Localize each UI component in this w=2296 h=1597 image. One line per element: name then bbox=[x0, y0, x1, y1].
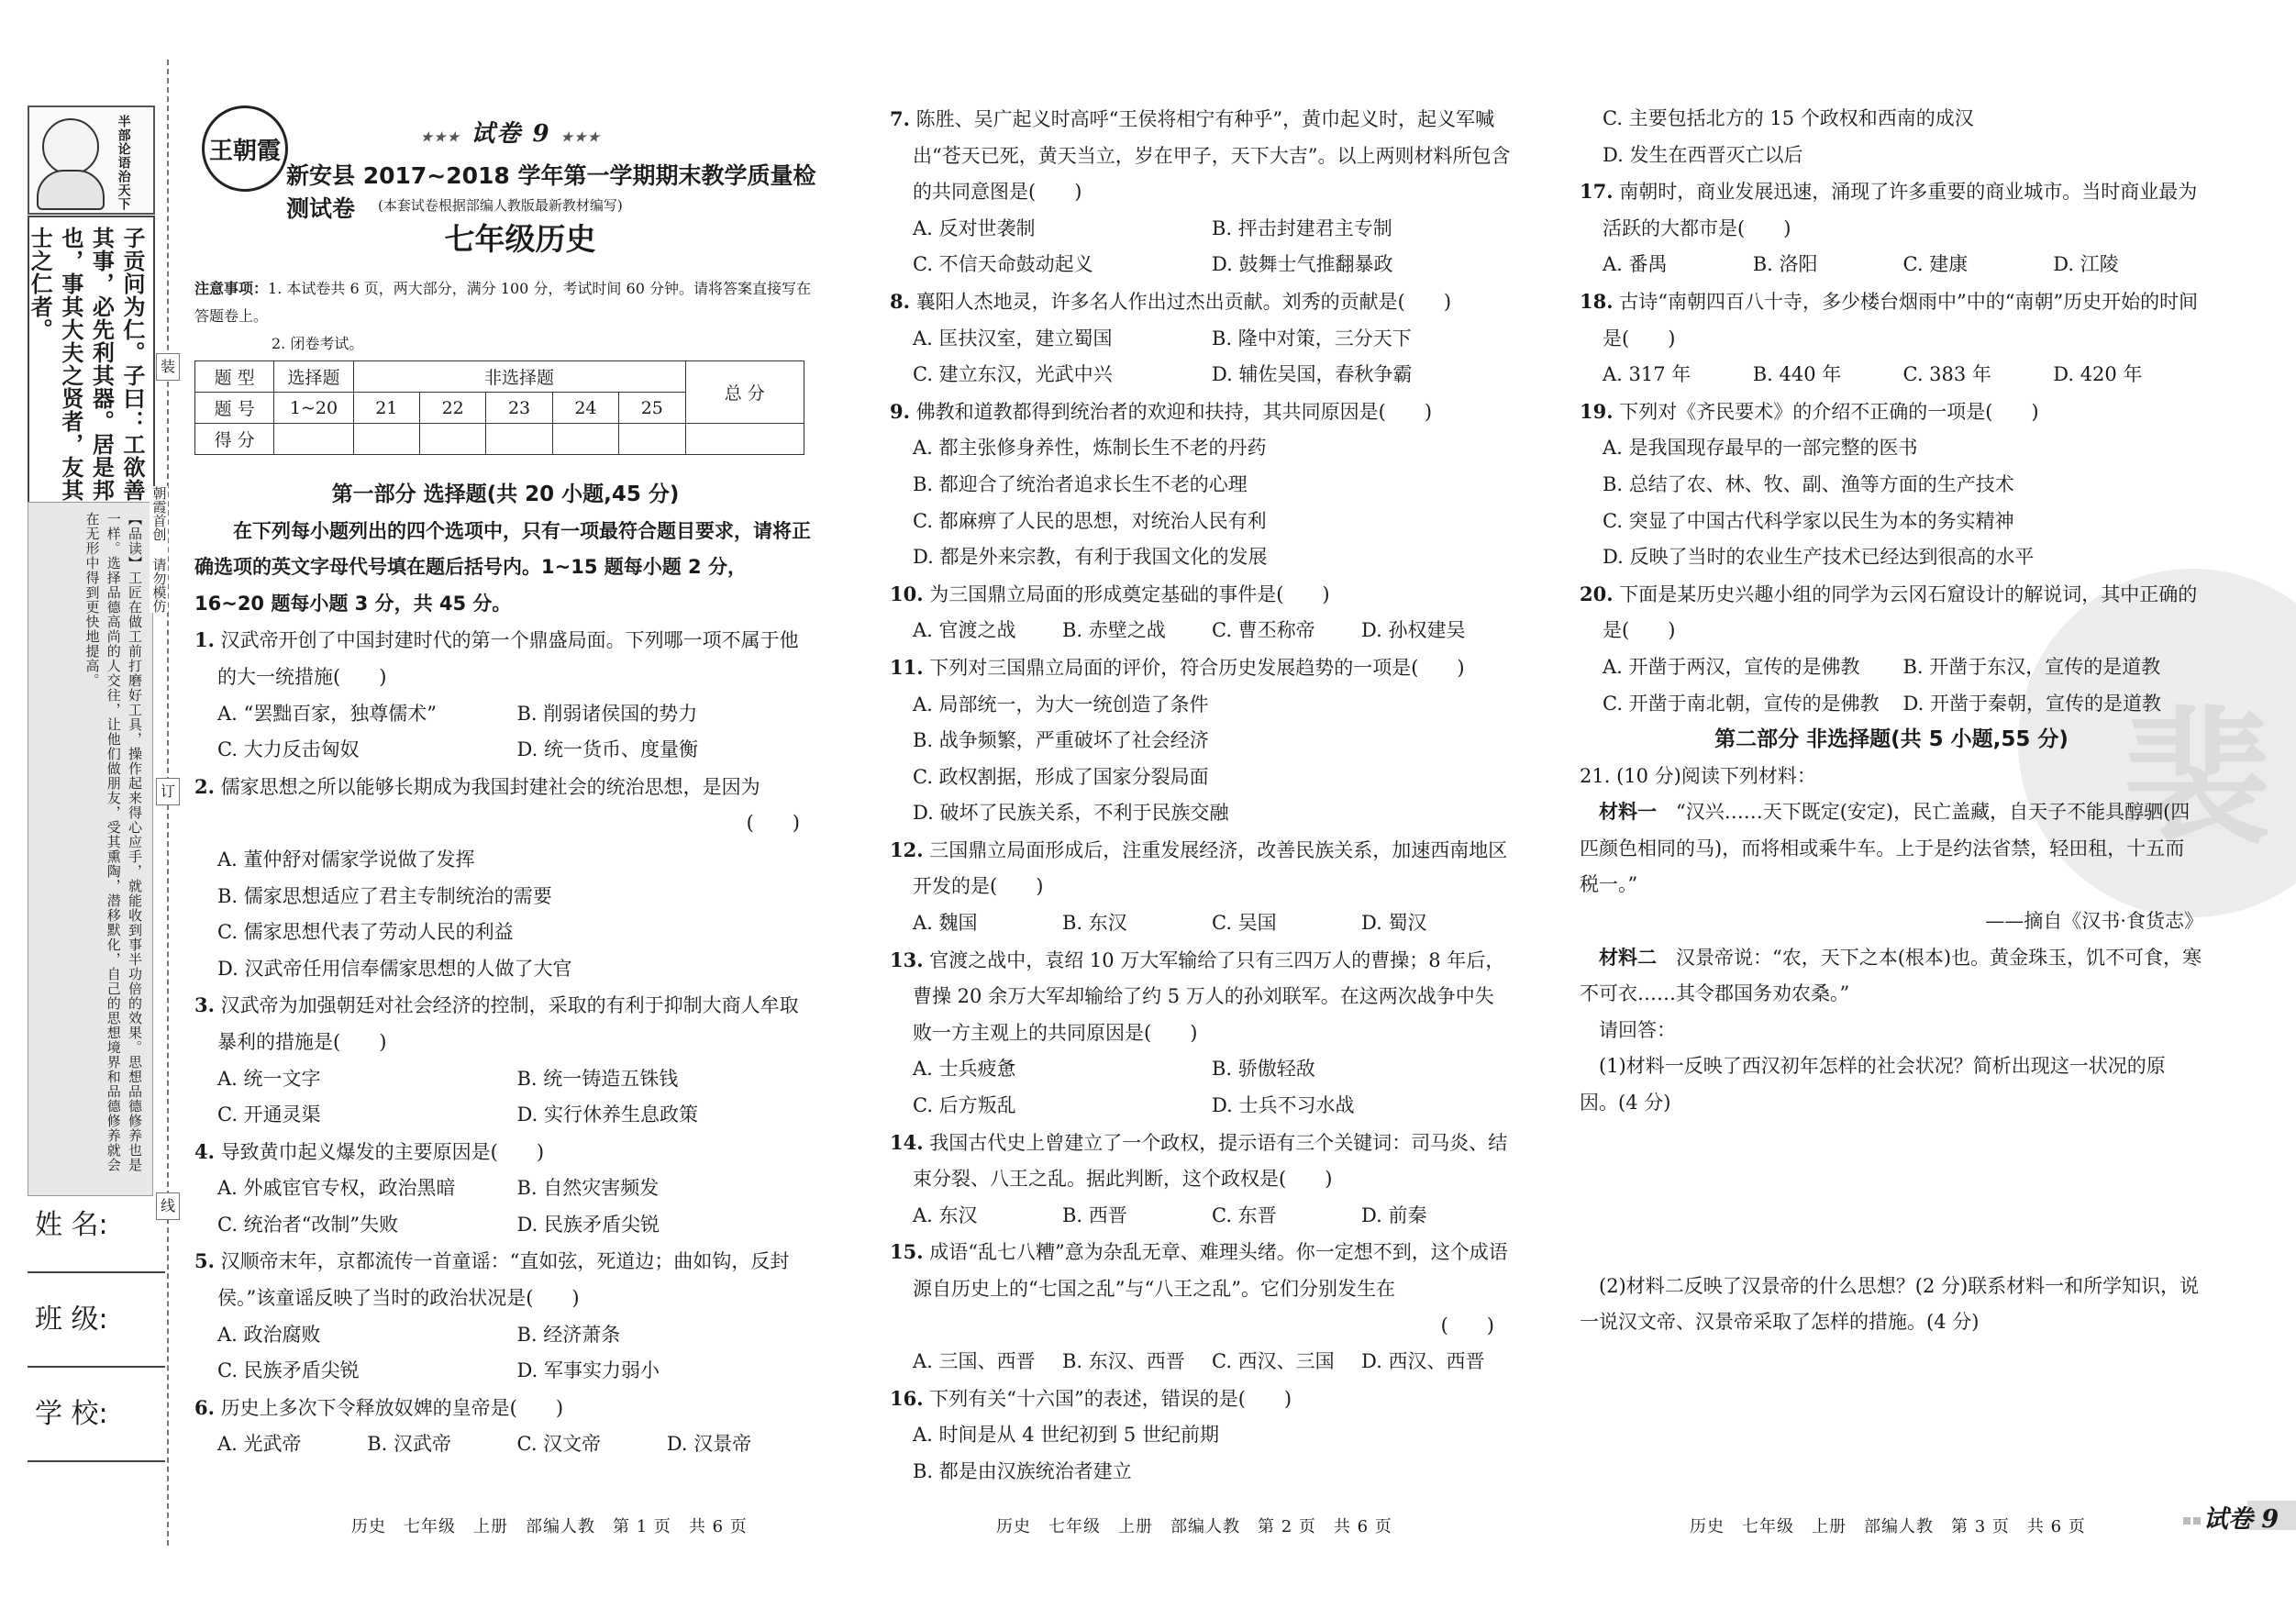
question-stem: 4. 导致黄巾起义爆发的主要原因是( ) bbox=[194, 1139, 545, 1163]
question-stem: 6. 历史上多次下令释放奴婢的皇帝是( ) bbox=[194, 1395, 564, 1419]
option-b[interactable]: B. 西晋 bbox=[1062, 1203, 1127, 1226]
question-21 bbox=[1580, 759, 2203, 1341]
answer-bracket[interactable]: ( ) bbox=[1440, 1314, 1494, 1336]
option-c[interactable]: C. 开通灵渠 bbox=[217, 1103, 321, 1126]
option-d[interactable]: D. 都是外来宗教，有利于我国文化的发展 bbox=[913, 546, 1268, 569]
star-left-icon: ★★★ bbox=[420, 130, 461, 145]
ask-prompt: 请回答： bbox=[1599, 1018, 1676, 1041]
option-a[interactable]: A. 是我国现存最早的一部完整的医书 bbox=[1603, 437, 1918, 460]
option-b[interactable]: B. 东汉 bbox=[1062, 912, 1127, 935]
option-b[interactable]: B. 经济萧条 bbox=[516, 1323, 621, 1346]
option-d[interactable]: D. 开凿于秦朝，宣传的是道教 bbox=[1902, 692, 2161, 715]
question-stem: 13. 官渡之战中，袁绍 10 万大军输给了只有三四万人的曹操；8 年后，曹操 20 余万大军却输给了约 5 万人的孙刘联军。在这两次战争中失败一方主观上的共同原因是( ) bbox=[890, 948, 1505, 1044]
class-field[interactable] bbox=[28, 1287, 161, 1381]
questions-7-16 bbox=[890, 101, 1511, 1491]
question-stem: 9. 佛教和道教都得到统治者的欢迎和扶持，其共同原因是( ) bbox=[890, 399, 1433, 423]
option-c[interactable]: C. 吴国 bbox=[1212, 912, 1277, 935]
option-c[interactable]: C. 儒家思想代表了劳动人民的利益 bbox=[217, 921, 514, 944]
option-a[interactable]: A. 三国、西晋 bbox=[913, 1350, 1036, 1373]
question-stem: 7. 陈胜、吴广起义时高呼“王侯将相宁有种乎”，黄巾起义时，起义军喊出“苍天已死，黄天当立，岁在甲子，天下大吉”。以上两则材料所包含的共同意图是( ) bbox=[890, 107, 1511, 204]
option-b[interactable]: B. 440 年 bbox=[1752, 363, 1842, 386]
question-5 bbox=[194, 1243, 816, 1389]
school-label: 学 校: bbox=[35, 1398, 108, 1430]
sub-question-1: (1)材料一反映了西汉初年怎样的社会状况？简析出现这一状况的原因。(4 分) bbox=[1580, 1055, 2166, 1115]
question-14 bbox=[890, 1125, 1511, 1235]
question-1 bbox=[194, 622, 816, 768]
question-20 bbox=[1580, 576, 2203, 722]
cut-mark-xian: 线 bbox=[156, 1192, 180, 1220]
copyright-note: 朝霞首创 请勿模仿 bbox=[150, 486, 168, 613]
options-list bbox=[890, 1344, 1511, 1381]
logo-text: 王朝霞 bbox=[208, 138, 281, 165]
part-1-instructions: 在下列每小题列出的四个选项中，只有一项最符合题目要求，请将正确选项的英文字母代号填在题后括号内。1~15 题每小题 2 分，16~20 题每小题 3 分，共 45 分。 bbox=[194, 519, 811, 615]
answer-bracket[interactable]: ( ) bbox=[746, 812, 800, 835]
option-a[interactable]: A. 士兵疲惫 bbox=[913, 1058, 1016, 1081]
option-c[interactable]: C. 突显了中国古代科学家以民生为本的务实精神 bbox=[1603, 509, 2014, 532]
option-d[interactable]: D. 江陵 bbox=[2053, 253, 2119, 276]
option-c[interactable]: C. 民族矛盾尖锐 bbox=[217, 1359, 360, 1382]
option-c[interactable]: C. 383 年 bbox=[1902, 363, 1991, 386]
options-list bbox=[194, 696, 816, 769]
option-c[interactable]: C. 大力反击匈奴 bbox=[217, 738, 360, 761]
option-c[interactable]: C. 西汉、三国 bbox=[1212, 1350, 1335, 1373]
paper-label: 试卷 9 bbox=[471, 120, 551, 148]
option-c[interactable]: C. 汉文帝 bbox=[516, 1433, 602, 1456]
option-d[interactable]: D. 军事实力弱小 bbox=[516, 1359, 660, 1382]
option-b[interactable]: B. 总结了农、林、牧、副、渔等方面的生产技术 bbox=[1603, 472, 2014, 495]
question-10 bbox=[890, 576, 1511, 649]
option-c[interactable]: C. 曹丕称帝 bbox=[1212, 619, 1315, 642]
option-a[interactable]: A. 局部统一，为大一统创造了条件 bbox=[913, 693, 1209, 715]
option-a[interactable]: A. 政治腐败 bbox=[217, 1323, 321, 1346]
question-stem: 15. 成语“乱七八糟”意为杂乱无章、难理头绪。你一定想不到，这个成语源自历史上的“七国之乱”与“八王之乱”。它们分别发生在 bbox=[890, 1240, 1508, 1300]
question-3 bbox=[194, 987, 816, 1133]
option-a[interactable]: A. 番禺 bbox=[1603, 253, 1668, 276]
note-1: 注意事项：1. 本试卷共 6 页，两大部分，满分 100 分，考试时间 60 分钟。请将答案直接写在答题卷上。 bbox=[194, 280, 811, 325]
question-stem: 8. 襄阳人杰地灵，许多名人作出过杰出贡献。刘秀的贡献是( ) bbox=[890, 289, 1452, 313]
question-stem: 17. 南朝时，商业发展迅速，涌现了许多重要的商业城市。当时商业最为活跃的大都市是( ) bbox=[1580, 180, 2198, 239]
exam-subtitle: (本套试卷根据部编人教版最新教材编写) bbox=[378, 197, 623, 214]
options-list bbox=[890, 430, 1511, 575]
option-d[interactable]: D. 鼓舞士气推翻暴政 bbox=[1212, 253, 1393, 276]
options-list bbox=[890, 321, 1511, 394]
option-d[interactable]: D. 孙权建吴 bbox=[1361, 619, 1466, 642]
option-a[interactable]: A. 光武帝 bbox=[217, 1433, 302, 1456]
question-13 bbox=[890, 942, 1511, 1125]
comment-box bbox=[28, 502, 153, 1196]
question-16 bbox=[890, 1381, 1511, 1491]
school-field[interactable] bbox=[28, 1381, 161, 1476]
star-right-icon: ★★★ bbox=[560, 130, 602, 145]
question-7 bbox=[890, 101, 1511, 283]
portrait-body-icon bbox=[37, 170, 105, 210]
analects-quote: 子贡问为仁。子曰：工欲善其事，必先利其器。居是邦也，事其大夫之贤者，友其士之仁者。 bbox=[27, 227, 146, 502]
option-d[interactable]: D. 统一货币、度量衡 bbox=[516, 738, 698, 761]
question-stem: 16. 下列有关“十六国”的表述，错误的是( ) bbox=[890, 1386, 1292, 1410]
option-a[interactable]: A. 官渡之战 bbox=[913, 619, 1016, 642]
option-c[interactable]: C. 主要包括北方的 15 个政权和西南的成汉 bbox=[1603, 107, 1974, 129]
quote-box bbox=[28, 216, 155, 531]
option-d[interactable]: D. 民族矛盾尖锐 bbox=[516, 1213, 660, 1236]
option-d[interactable]: D. 辅佐吴国，春秋争霸 bbox=[1212, 363, 1413, 386]
option-c[interactable]: C. 后方叛乱 bbox=[913, 1094, 1016, 1117]
question-18 bbox=[1580, 283, 2203, 394]
quote-commentary: 【品读】工匠在做工前打磨好工具，操作起来得心应手，就能收到事半功倍的效果。思想品德修养也是一样。选择品德高尚的人交往，让他们做朋友，受其熏陶，潜移默化，自己的思想境界和品德修养就会在无形中得到更快地提高。 bbox=[83, 512, 143, 1172]
option-a[interactable]: A. 董仲舒对儒家学说做了发挥 bbox=[217, 848, 475, 871]
option-c[interactable]: C. 统治者“改制”失败 bbox=[217, 1213, 399, 1236]
option-c[interactable]: C. 不信天命鼓动起义 bbox=[913, 253, 1093, 276]
paper-number-ribbon bbox=[295, 115, 727, 149]
question-stem: 11. 下列对三国鼎立局面的评价，符合历史发展趋势的一项是( ) bbox=[890, 655, 1465, 679]
page-3-column bbox=[1580, 101, 2203, 1341]
sub-question-2: (2)材料二反映了汉景帝的什么思想？(2 分)联系材料一和所学知识，说一说汉文帝、汉景帝采取了怎样的措施。(4 分) bbox=[1580, 1274, 2200, 1334]
table-row: 得 分 bbox=[195, 424, 804, 455]
name-field[interactable] bbox=[28, 1192, 161, 1287]
page-2-column bbox=[890, 101, 1511, 1491]
option-d[interactable]: D. 反映了当时的农业生产技术已经达到很高的水平 bbox=[1603, 546, 2035, 569]
option-d[interactable]: D. 西汉、西晋 bbox=[1361, 1350, 1485, 1373]
option-c[interactable]: C. 建康 bbox=[1902, 253, 1969, 276]
footer-badge: 试卷 9 bbox=[2183, 1499, 2279, 1535]
page-1-column bbox=[194, 243, 816, 1463]
answer-space-1[interactable] bbox=[1580, 1122, 2203, 1269]
option-a[interactable]: A. 都主张修身养性，炼制长生不老的丹药 bbox=[913, 437, 1267, 460]
options-list bbox=[890, 1051, 1511, 1124]
option-d[interactable]: D. 汉景帝 bbox=[666, 1433, 752, 1456]
option-a[interactable]: A. 东汉 bbox=[913, 1203, 978, 1226]
options-list bbox=[194, 1317, 816, 1390]
grade-subject-title: 七年级历史 bbox=[444, 221, 596, 257]
footer-page-3: 历史 七年级 上册 部编人教 第 3 页 共 6 页 bbox=[1690, 1517, 2086, 1536]
option-b[interactable]: B. 赤壁之战 bbox=[1062, 619, 1166, 642]
option-d[interactable]: D. 实行休养生息政策 bbox=[516, 1103, 698, 1126]
material-1-label: 材料一 bbox=[1599, 801, 1657, 824]
options-list bbox=[194, 1170, 816, 1243]
material-2: 材料二 汉景帝说：“农，天下之本(根本)也。黄金珠玉，饥不可食，寒不可衣……其令郡国务劝农桑。” bbox=[1580, 946, 2202, 1005]
name-line[interactable] bbox=[28, 1271, 165, 1273]
option-c[interactable]: C. 东晋 bbox=[1212, 1203, 1277, 1226]
question-17 bbox=[1580, 173, 2203, 283]
option-a[interactable]: A. 时间是从 4 世纪初到 5 世纪前期 bbox=[913, 1424, 1219, 1447]
option-b[interactable]: B. 儒家思想适应了君主专制统治的需要 bbox=[217, 884, 552, 907]
options-list bbox=[890, 613, 1511, 649]
option-b[interactable]: B. 东汉、西晋 bbox=[1062, 1350, 1185, 1373]
left-sidebar bbox=[28, 105, 151, 1202]
options-list bbox=[1580, 649, 2203, 722]
option-a[interactable]: A. 317 年 bbox=[1603, 363, 1691, 386]
class-line[interactable] bbox=[28, 1366, 165, 1368]
options-list bbox=[1580, 247, 2203, 283]
question-stem: 10. 为三国鼎立局面的形成奠定基础的事件是( ) bbox=[890, 582, 1330, 605]
option-a[interactable]: A. 开凿于两汉，宣传的是佛教 bbox=[1603, 655, 1860, 678]
option-a[interactable]: A. “罢黜百家，独尊儒术” bbox=[217, 702, 437, 725]
cut-mark-zhuang: 装 bbox=[156, 353, 180, 381]
watermark-text: 裴 bbox=[2124, 692, 2271, 864]
options-list bbox=[194, 842, 816, 987]
options-list bbox=[1580, 357, 2203, 394]
question-stem: 14. 我国古代史上曾建立了一个政权，提示语有三个关键词：司马炎、结束分裂、八王之乱。据此判断，这个政权是( ) bbox=[890, 1130, 1508, 1191]
option-b[interactable]: B. 骄傲轻敌 bbox=[1212, 1058, 1315, 1081]
question-6 bbox=[194, 1390, 816, 1463]
name-label: 姓 名: bbox=[35, 1209, 108, 1241]
confucius-portrait bbox=[28, 105, 155, 215]
notes-label: 注意事项： bbox=[194, 280, 269, 297]
options-list bbox=[890, 1417, 1511, 1490]
question-stem: 12. 三国鼎立局面形成后，注重发展经济，改善民族关系，加速西南地区开发的是( ) bbox=[890, 837, 1508, 898]
material-1-source: ——摘自《汉书·食货志》 bbox=[1985, 910, 2203, 933]
questions-16-20 bbox=[1580, 101, 2203, 722]
student-info-fields bbox=[28, 1192, 161, 1476]
options-list bbox=[890, 905, 1511, 942]
options-list bbox=[890, 211, 1511, 283]
questions-1-6 bbox=[194, 622, 816, 1463]
question-stem: 20. 下面是某历史兴趣小组的同学为云冈石窟设计的解说词，其中正确的是( ) bbox=[1580, 582, 2198, 642]
class-label: 班 级: bbox=[35, 1303, 108, 1336]
school-line[interactable] bbox=[28, 1460, 165, 1462]
question-2 bbox=[194, 769, 816, 988]
option-a[interactable]: A. 魏国 bbox=[913, 912, 978, 935]
square-icon bbox=[2193, 1517, 2201, 1525]
option-d[interactable]: D. 蜀汉 bbox=[1361, 912, 1427, 935]
question-4 bbox=[194, 1134, 816, 1244]
option-b[interactable]: B. 汉武帝 bbox=[367, 1433, 452, 1456]
option-a[interactable]: A. 反对世袭制 bbox=[913, 216, 1036, 239]
option-c[interactable]: C. 都麻痹了人民的思想，对统治人民有利 bbox=[913, 509, 1267, 532]
question-stem: 1. 汉武帝开创了中国封建时代的第一个鼎盛局面。下列哪一项不属于他的大一统措施( ) bbox=[194, 628, 799, 688]
option-c[interactable]: C. 开凿于南北朝，宣传的是佛教 bbox=[1603, 692, 1880, 715]
option-b[interactable]: B. 隆中对策，三分天下 bbox=[1212, 327, 1412, 349]
square-icon bbox=[2183, 1517, 2191, 1525]
option-d[interactable]: D. 破坏了民族关系，不利于民族交融 bbox=[913, 802, 1229, 825]
question-9 bbox=[890, 394, 1511, 576]
cut-mark-ding: 订 bbox=[156, 778, 180, 805]
table-row: 题 型 选择题 非选择题 总 分 bbox=[195, 361, 804, 393]
option-b[interactable]: B. 洛阳 bbox=[1752, 253, 1818, 276]
question-stem: 2. 儒家思想之所以能够长期成为我国封建社会的统治思想，是因为 bbox=[194, 774, 760, 798]
footer-page-1: 历史 七年级 上册 部编人教 第 1 页 共 6 页 bbox=[351, 1517, 748, 1536]
option-a[interactable]: A. 匡扶汉室，建立蜀国 bbox=[913, 327, 1113, 349]
material-2-label: 材料二 bbox=[1599, 946, 1657, 969]
option-b[interactable]: B. 都是由汉族统治者建立 bbox=[913, 1459, 1132, 1482]
options-continued bbox=[1580, 101, 2203, 173]
options-list bbox=[890, 1198, 1511, 1235]
question-8 bbox=[890, 283, 1511, 394]
option-c[interactable]: C. 建立东汉，光武中兴 bbox=[913, 363, 1113, 386]
option-d[interactable]: D. 420 年 bbox=[2053, 363, 2143, 386]
option-d[interactable]: D. 士兵不习水战 bbox=[1212, 1094, 1355, 1117]
question-stem: 3. 汉武帝为加强朝廷对社会经济的控制，采取的有利于抑制大商人牟取暴利的措施是( ) bbox=[194, 993, 799, 1053]
question-21-head: 21. (10 分)阅读下列材料： bbox=[1580, 764, 1816, 787]
option-b[interactable]: B. 开凿于东汉，宣传的是道教 bbox=[1902, 655, 2161, 678]
note-2: 2. 闭卷考试。 bbox=[272, 335, 364, 352]
options-list bbox=[890, 687, 1511, 832]
table-row: 题 号 1~20 21 22 23 24 25 bbox=[195, 393, 804, 424]
part-1-title: 第一部分 选择题(共 20 小题,45 分) bbox=[331, 482, 680, 506]
motto-title: 半部论语治天下 bbox=[116, 115, 131, 211]
option-d[interactable]: D. 发生在西晋灭亡以后 bbox=[1603, 143, 1803, 166]
option-b[interactable]: B. 都迎合了统治者追求长生不老的心理 bbox=[913, 472, 1248, 495]
options-list bbox=[1580, 430, 2203, 575]
option-d[interactable]: D. 汉武帝任用信奉儒家思想的人做了大官 bbox=[217, 957, 572, 980]
question-12 bbox=[890, 832, 1511, 942]
portrait-face-icon bbox=[42, 118, 99, 175]
options-list bbox=[194, 1426, 816, 1463]
options-list bbox=[194, 1061, 816, 1134]
footer-page-2: 历史 七年级 上册 部编人教 第 2 页 共 6 页 bbox=[996, 1517, 1392, 1536]
question-15 bbox=[890, 1234, 1511, 1380]
question-stem: 18. 古诗“南朝四百八十寺，多少楼台烟雨中”中的“南朝”历史开始的时间是( ) bbox=[1580, 289, 2199, 349]
option-c[interactable]: C. 政权割据，形成了国家分裂局面 bbox=[913, 765, 1209, 788]
exam-title: 新安县 2017~2018 学年第一学期期末教学质量检测试卷 bbox=[286, 162, 816, 222]
question-19 bbox=[1580, 394, 2203, 576]
option-b[interactable]: B. 自然灾害频发 bbox=[516, 1177, 660, 1200]
option-a[interactable]: A. 外戚宦官专权，政治黑暗 bbox=[217, 1177, 456, 1200]
option-b[interactable]: B. 抨击封建君主专制 bbox=[1212, 216, 1392, 239]
publisher-logo bbox=[202, 105, 288, 192]
option-b[interactable]: B. 统一铸造五铢钱 bbox=[516, 1067, 679, 1090]
option-b[interactable]: B. 战争频繁，严重破坏了社会经济 bbox=[913, 729, 1209, 752]
question-stem: 19. 下列对《齐民要术》的介绍不正确的一项是( ) bbox=[1580, 399, 2039, 423]
option-a[interactable]: A. 统一文字 bbox=[217, 1067, 321, 1090]
material-1: 材料一 “汉兴……天下既定(安定)，民亡盖藏，自天子不能具醇驷(四匹颜色相同的马)，而将相或乘牛车。上于是约法省禁，轻田租，十五而税一。” bbox=[1580, 801, 2191, 896]
question-stem: 5. 汉顺帝末年，京都流传一首童谣：“直如弦，死道边；曲如钩，反封侯。”该童谣反映了当时的政治状况是( ) bbox=[194, 1249, 790, 1310]
question-11 bbox=[890, 649, 1511, 832]
option-b[interactable]: B. 削弱诸侯国的势力 bbox=[516, 702, 698, 725]
option-d[interactable]: D. 前秦 bbox=[1361, 1203, 1427, 1226]
part-2-title: 第二部分 非选择题(共 5 小题,55 分) bbox=[1714, 727, 2069, 752]
